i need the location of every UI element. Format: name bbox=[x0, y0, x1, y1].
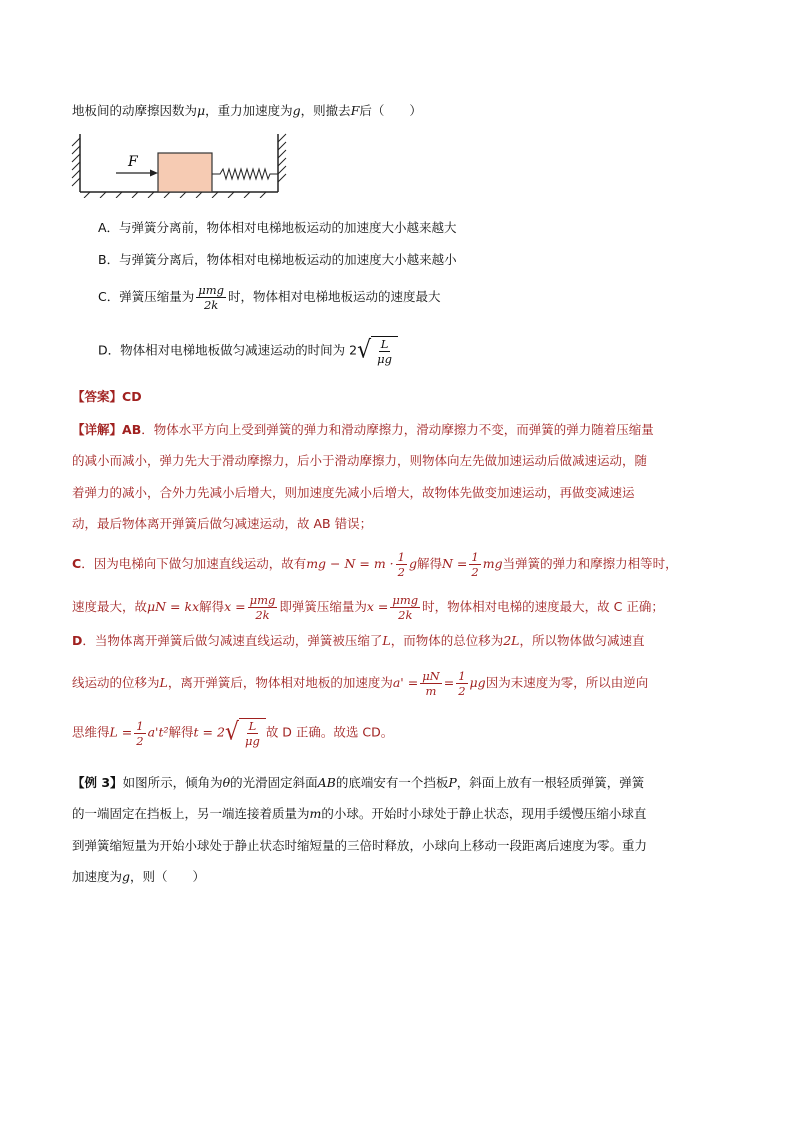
stem-text-1: 地板间的动摩擦因数为 bbox=[72, 103, 198, 118]
denominator: 2 bbox=[397, 565, 405, 579]
example3-line-2 bbox=[72, 804, 646, 824]
example-text: 的一端固定在挡板上，另一端连接着质量为 bbox=[72, 806, 310, 821]
denominator: μg bbox=[377, 352, 392, 366]
force-arrowhead bbox=[150, 170, 158, 177]
explanation-line-3 bbox=[72, 483, 635, 503]
equation: mg − N = m · bbox=[306, 556, 394, 571]
explanation-text: ．因为电梯向下做匀加速直线运动，故有 bbox=[81, 556, 307, 571]
option-c-text: C．弹簧压缩量为 bbox=[98, 289, 195, 304]
option-b bbox=[98, 250, 457, 270]
explanation-line-4 bbox=[72, 514, 372, 534]
explanation-c-tag: C bbox=[72, 556, 82, 571]
answer-line bbox=[72, 387, 142, 407]
numerator: L bbox=[248, 719, 257, 733]
example-text: ，斜面上放有一根轻质弹簧，弹簧 bbox=[456, 775, 645, 790]
theta-symbol: θ bbox=[222, 775, 231, 790]
radical-sign: √ bbox=[357, 336, 372, 365]
block bbox=[158, 153, 212, 192]
example-label: 【例 3】 bbox=[72, 775, 123, 790]
explanation-ab-tag: AB bbox=[122, 422, 142, 437]
explanation-text: 故 D 正确。故选 CD。 bbox=[265, 724, 394, 740]
equation: x = bbox=[224, 599, 246, 614]
option-d bbox=[98, 336, 398, 366]
fraction bbox=[243, 719, 262, 748]
denominator: m bbox=[425, 684, 437, 698]
left-wall-hatch bbox=[72, 138, 80, 186]
fraction bbox=[469, 550, 480, 579]
denominator: 2 bbox=[471, 565, 479, 579]
denominator: 2k bbox=[203, 298, 219, 312]
numerator: μN bbox=[422, 669, 440, 683]
explanation-text: 思维得 bbox=[72, 724, 110, 740]
equation: mg bbox=[482, 556, 503, 571]
fraction bbox=[134, 719, 145, 748]
F-symbol: F bbox=[350, 103, 360, 118]
stem-text-3: ，则撤去 bbox=[300, 103, 351, 118]
example3-line-4 bbox=[72, 867, 205, 887]
square-root bbox=[225, 718, 266, 748]
example3-line-1 bbox=[72, 773, 644, 793]
explanation-c-line-1 bbox=[72, 550, 678, 579]
equation: t = 2 bbox=[193, 724, 225, 740]
numerator: μmg bbox=[392, 593, 419, 607]
radical-sign: √ bbox=[224, 718, 239, 747]
stem-text-2: ，重力加速度为 bbox=[205, 103, 293, 118]
example-text: 如图所示，倾角为 bbox=[122, 775, 223, 790]
denominator: 2 bbox=[458, 684, 466, 698]
example-text: 到弹簧缩短量为开始小球处于静止状态时缩短量的三倍时释放，小球向上移动一段距离后速度为零。重力 bbox=[72, 838, 648, 853]
explanation-text: 动，最后物体离开弹簧后做匀减速运动，故 AB 错误； bbox=[72, 516, 373, 531]
explanation-text: ，而物体的总位移为 bbox=[390, 633, 504, 648]
numerator: μmg bbox=[249, 593, 276, 607]
explanation-text: 当弹簧的弹力和摩擦力相等时， bbox=[502, 556, 678, 571]
explanation-text: 着弹力的减小，合外力先减小后增大，则加速度先减小后增大，故物体先做变加速运动，再做变减速运 bbox=[72, 485, 635, 500]
explanation-text: ．物体水平方向上受到弹簧的弹力和滑动摩擦力，滑动摩擦力不变，而弹簧的弹力随着压缩量 bbox=[141, 422, 654, 437]
explanation-text: 时，物体相对电梯的速度最大，故 C 正确； bbox=[422, 599, 664, 614]
numerator: 1 bbox=[136, 718, 144, 733]
explanation-d-line-3 bbox=[72, 718, 393, 748]
spring-block-diagram bbox=[68, 132, 292, 198]
stem-text-4: 后（ ） bbox=[359, 103, 422, 118]
question-stem-line bbox=[72, 101, 422, 121]
explanation-text: 解得 bbox=[199, 599, 225, 614]
explanation-text: 因为末速度为零，所以由逆向 bbox=[485, 675, 649, 690]
example-text: ，则（ ） bbox=[130, 869, 206, 884]
fraction bbox=[375, 337, 394, 366]
fraction bbox=[396, 550, 407, 579]
equation: L bbox=[382, 633, 391, 648]
mu-symbol: μ bbox=[197, 103, 206, 118]
explanation-text: 线运动的位移为 bbox=[72, 675, 160, 690]
explanation-text: 速度最大，故 bbox=[72, 599, 148, 614]
AB-symbol: AB bbox=[317, 775, 336, 790]
explanation-text: 解得 bbox=[168, 724, 194, 740]
fraction bbox=[456, 669, 467, 698]
spring bbox=[212, 169, 278, 179]
example-text: 的小球。开始时小球处于静止状态，现用手缓慢压缩小球直 bbox=[321, 806, 647, 821]
floor-hatch bbox=[84, 192, 266, 198]
equation: = bbox=[443, 675, 455, 690]
numerator: 1 bbox=[458, 669, 466, 683]
equation: 2L bbox=[503, 633, 520, 648]
numerator: 1 bbox=[397, 550, 405, 564]
m-symbol: m bbox=[309, 806, 322, 821]
option-b-text: B．与弹簧分离后，物体相对电梯地板运动的加速度大小越来越小 bbox=[98, 252, 457, 267]
right-wall-hatch bbox=[278, 134, 286, 182]
explanation-text: 的减小而减小，弹力先大于滑动摩擦力，后小于滑动摩擦力，则物体向左先做加速运动后做减速运动，随 bbox=[72, 453, 648, 468]
denominator: 2 bbox=[136, 733, 144, 748]
explanation-text: ．当物体离开弹簧后做匀减速直线运动，弹簧被压缩了 bbox=[82, 633, 383, 648]
explanation-text: 即弹簧压缩量为 bbox=[279, 599, 367, 614]
denominator: 2k bbox=[255, 608, 270, 622]
equation: μN = kx bbox=[147, 599, 200, 614]
explanation-text: ，所以物体做匀减速直 bbox=[519, 633, 645, 648]
example-text: 的底端安有一个挡板 bbox=[335, 775, 449, 790]
explanation-text: ，离开弹簧后，物体相对地板的加速度为 bbox=[167, 675, 393, 690]
equation: L bbox=[159, 675, 168, 690]
equation: μg bbox=[469, 675, 486, 690]
fraction bbox=[420, 669, 442, 698]
equation: a' = bbox=[392, 675, 419, 690]
square-root bbox=[357, 336, 398, 366]
equation: g bbox=[408, 556, 417, 571]
g-symbol: g bbox=[122, 869, 131, 884]
fraction bbox=[390, 593, 420, 622]
explanation-d-line-1 bbox=[72, 631, 645, 651]
explanation-c-line-2 bbox=[72, 593, 664, 622]
option-c bbox=[98, 283, 441, 312]
answer-value: CD bbox=[122, 389, 142, 404]
explanation-d-line-2 bbox=[72, 669, 648, 698]
numerator: L bbox=[380, 337, 389, 351]
example-text: 的光滑固定斜面 bbox=[230, 775, 318, 790]
numerator: μmg bbox=[198, 283, 224, 297]
equation: N = bbox=[442, 556, 468, 571]
numerator: 1 bbox=[471, 550, 479, 564]
equation: x = bbox=[366, 599, 389, 614]
option-d-text: D．物体相对电梯地板做匀减速运动的时间为 2 bbox=[98, 342, 358, 358]
fraction bbox=[248, 593, 278, 622]
equation: a't² bbox=[147, 724, 169, 740]
explanation-label: 【详解】 bbox=[72, 422, 123, 437]
explanation-line-2 bbox=[72, 451, 647, 471]
example3-line-3 bbox=[72, 836, 647, 856]
option-a bbox=[98, 218, 457, 238]
explanation-line-1 bbox=[72, 420, 654, 440]
denominator: μg bbox=[244, 734, 260, 748]
P-symbol: P bbox=[448, 775, 457, 790]
explanation-d-tag: D bbox=[72, 633, 83, 648]
denominator: 2k bbox=[398, 608, 413, 622]
fraction bbox=[196, 283, 226, 312]
g-symbol: g bbox=[292, 103, 301, 118]
option-a-text: A．与弹簧分离前，物体相对电梯地板运动的加速度大小越来越大 bbox=[98, 220, 457, 235]
answer-label: 【答案】 bbox=[72, 389, 123, 404]
option-c-text-2: 时，物体相对电梯地板运动的速度最大 bbox=[227, 289, 441, 304]
explanation-text: 解得 bbox=[416, 556, 442, 571]
example-text: 加速度为 bbox=[72, 869, 123, 884]
force-label: F bbox=[128, 154, 138, 170]
equation: L = bbox=[109, 724, 133, 740]
